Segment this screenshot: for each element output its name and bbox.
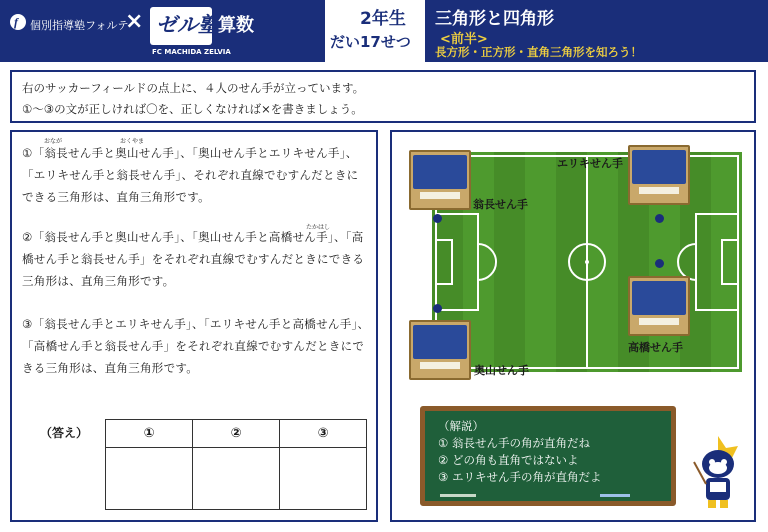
answer-header-1: ① <box>106 420 193 448</box>
answer-header-2: ② <box>193 420 280 448</box>
player-photo-takahashi <box>628 276 690 336</box>
zelu-logo-subtext: FC MACHIDA ZELVIA <box>152 48 231 56</box>
label-eriki: エリキせん手 <box>557 157 623 170</box>
lesson-subtitle: 長方形・正方形・直角三角形を知ろう！ <box>435 45 642 59</box>
label-okuyama: 奥山せん手 <box>474 364 529 377</box>
mascot-icon <box>690 432 746 512</box>
point-eriki <box>655 214 664 223</box>
chalk-mark <box>600 494 630 497</box>
label-onaga: 翁長せん手 <box>473 198 528 211</box>
answer-cell-2[interactable] <box>193 448 280 510</box>
zelu-logo-text: ゼル塾 <box>156 13 219 37</box>
ruby-okuyama: おくやま <box>120 138 145 145</box>
explanation-line-1: ① 翁長せん手の角が直角だね <box>438 436 590 450</box>
point-onaga <box>433 214 442 223</box>
question-1: ①「翁長せん手と奥山せん手」、「奥山せん手とエリキせん手」、「エリキせん手と翁長せん手」、それぞれ直線でむすんだときにできる三角形は、直角三角形です。 <box>22 146 359 204</box>
answer-table <box>105 419 367 510</box>
subject-title: 算数 <box>218 15 254 36</box>
answer-cell-3[interactable] <box>280 448 367 510</box>
question-2: ②「翁長せん手と奥山せん手」、「奥山せん手と高橋せん手」、「高橋せん手と翁長せん手」をそれぞれ直線でむすんだときにできる三角形は、直角三角形です。 <box>22 230 365 288</box>
soccer-pitch <box>432 152 742 372</box>
answer-cell-1[interactable] <box>106 448 193 510</box>
answer-label: （答え） <box>40 426 89 440</box>
forte-logo-icon <box>10 14 26 30</box>
part-label: <前半> <box>440 32 488 47</box>
chalk-mark <box>440 494 476 497</box>
player-photo-eriki <box>628 145 690 205</box>
question-3: ③「翁長せん手とエリキせん手」、「エリキせん手と高橋せん手」、「高橋せん手と翁長せん手」をそれぞれ直線でむすんだときにできる三角形は、直角三角形です。 <box>22 317 370 375</box>
instruction-line-1: 右のサッカーフィールドの点上に、４人のせん手が立っています。 <box>22 81 365 95</box>
ruby-onaga: おなが <box>44 138 63 145</box>
player-photo-onaga <box>409 150 471 210</box>
grade-label: 2年生 <box>360 9 406 29</box>
ruby-takahashi: たかはし <box>306 224 331 231</box>
player-photo-okuyama <box>409 320 471 380</box>
lesson-number: だい17せつ <box>330 33 411 51</box>
instruction-line-2: ①～③の文が正しければ〇を、正しくなければ×を書きましょう。 <box>22 102 363 116</box>
explanation-title: （解説） <box>438 419 484 433</box>
brand-name: 個別指導塾フォルテ <box>30 19 129 32</box>
collab-times-symbol: × <box>125 9 144 34</box>
point-okuyama <box>433 304 442 313</box>
label-takahashi: 高橋せん手 <box>628 341 683 354</box>
explanation-line-2: ② どの角も直角ではないよ <box>438 453 579 467</box>
answer-header-3: ③ <box>280 420 367 448</box>
explanation-line-3: ③ エリキせん手の角が直角だよ <box>438 470 602 484</box>
unit-title: 三角形と四角形 <box>435 9 554 29</box>
svg-text:f: f <box>14 15 18 29</box>
point-takahashi <box>655 259 664 268</box>
